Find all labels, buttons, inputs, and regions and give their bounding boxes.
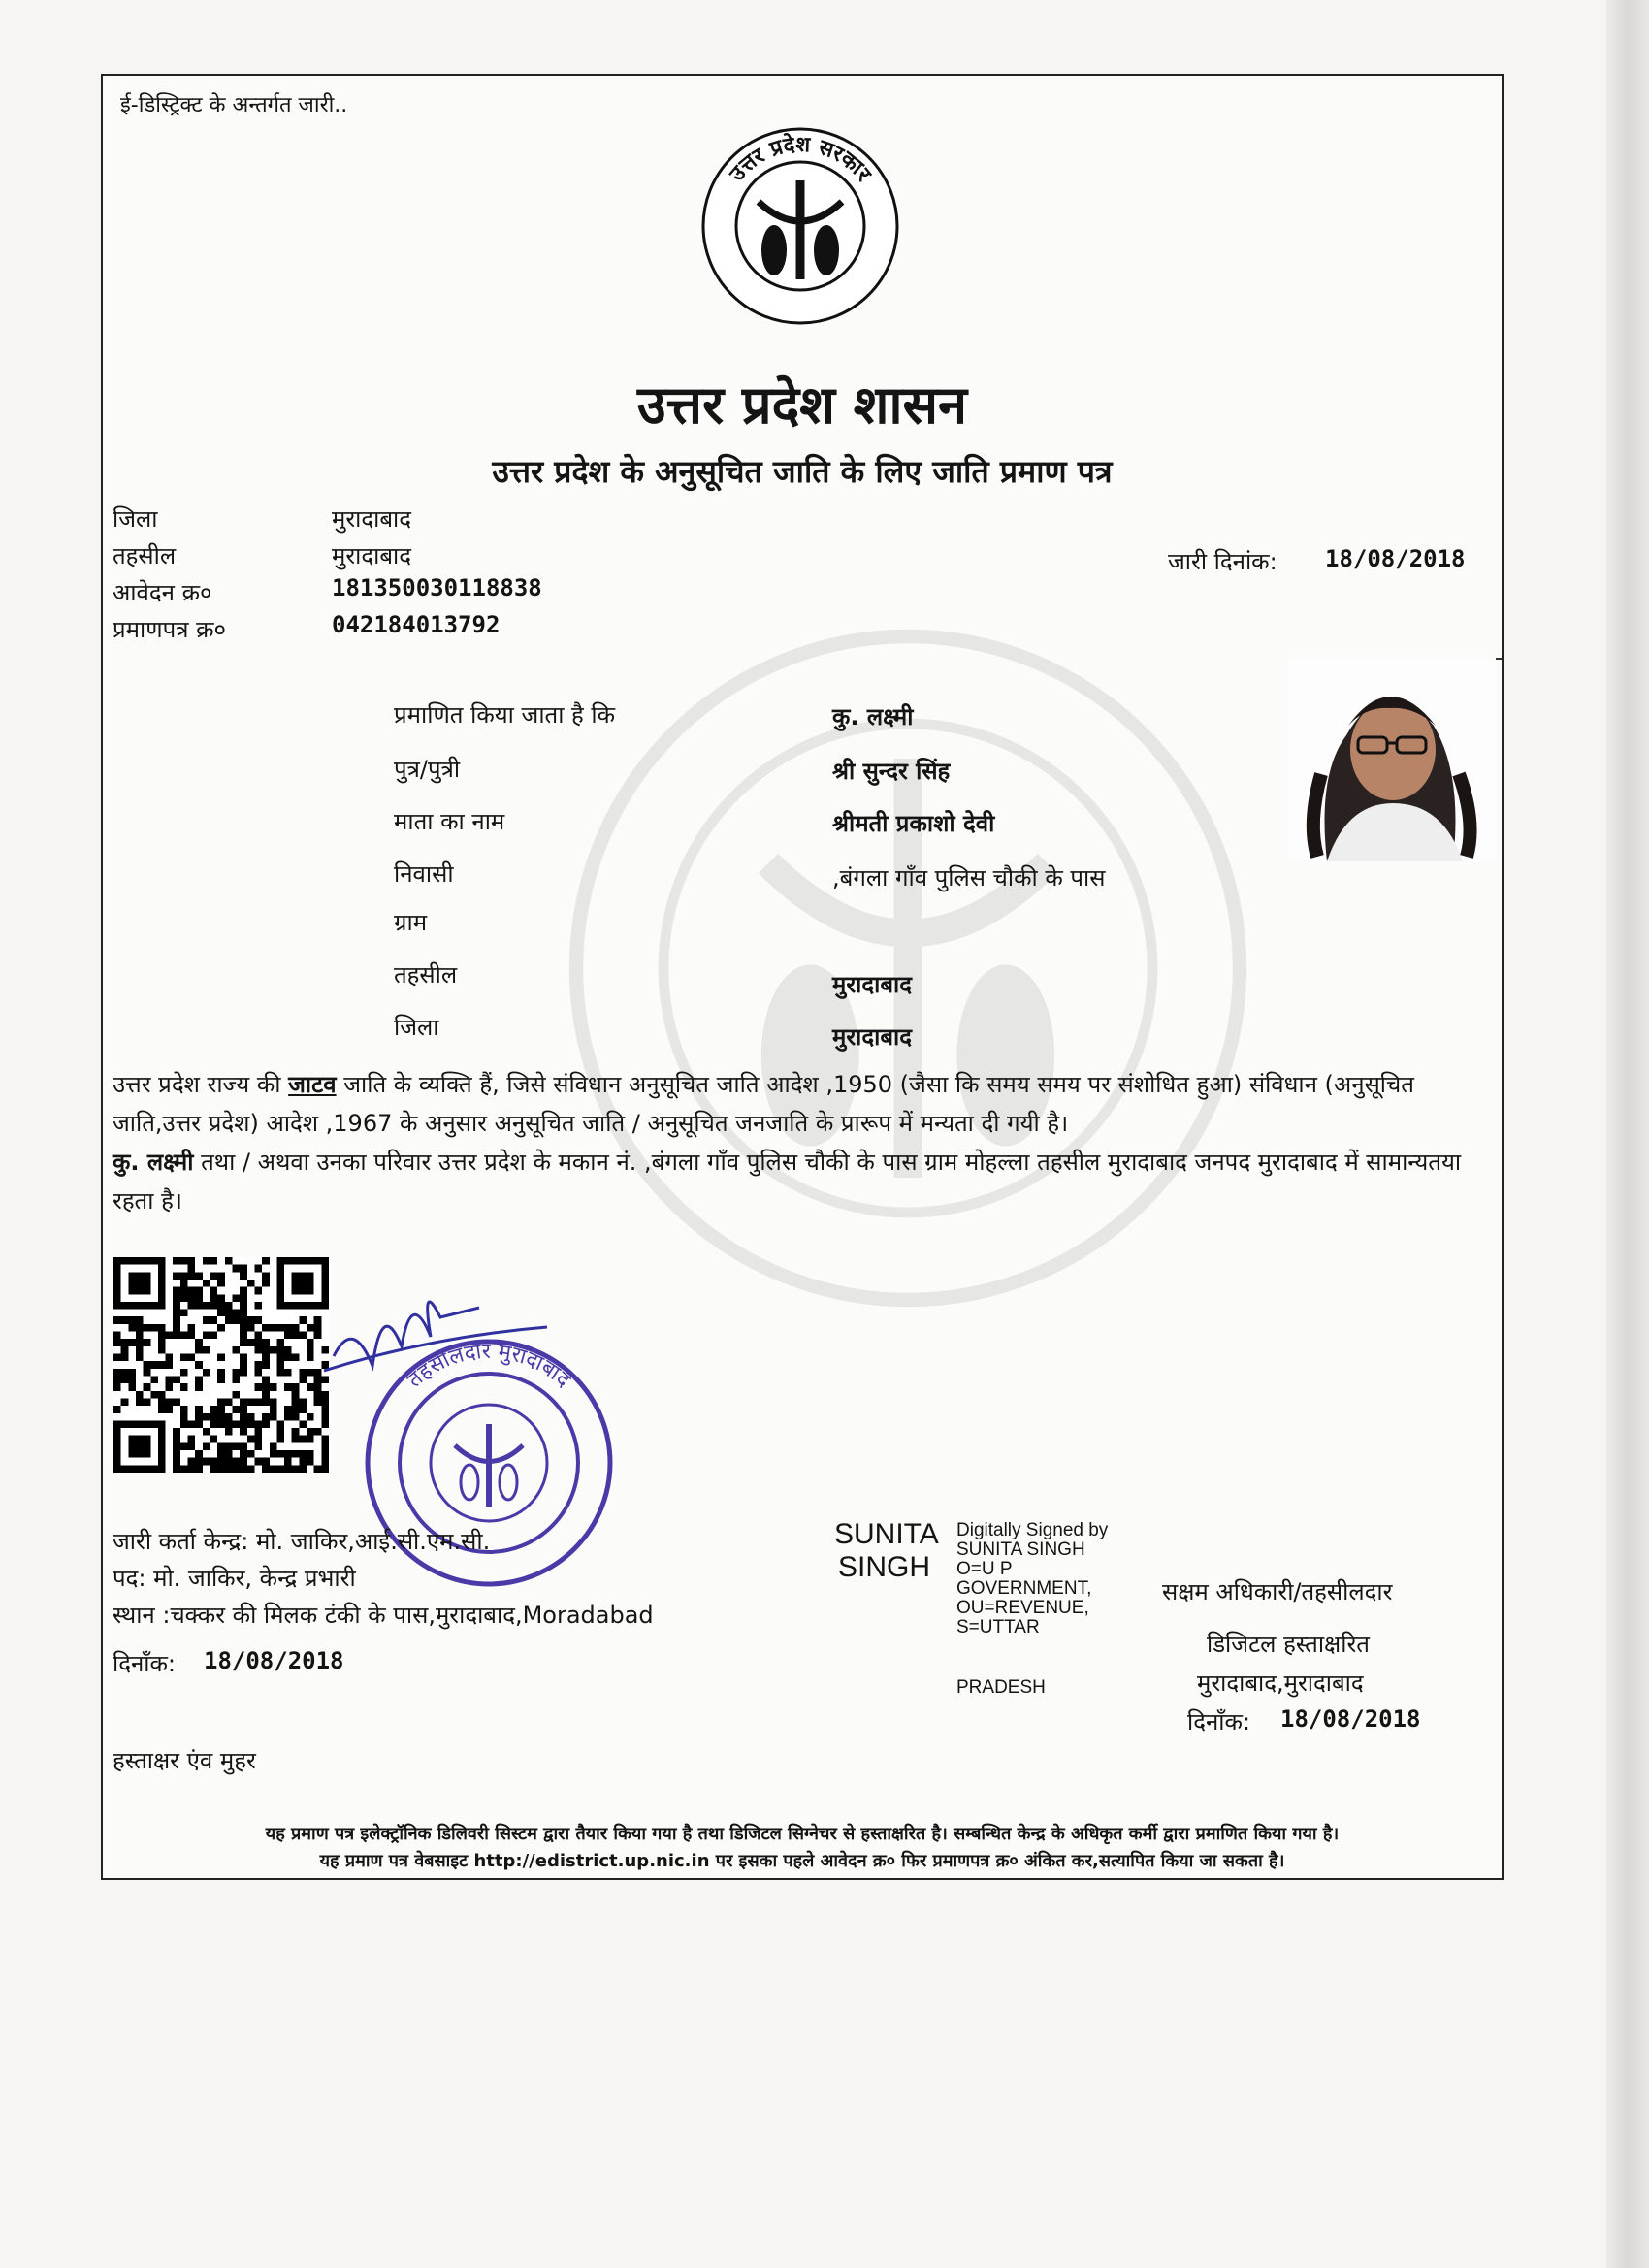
issuer-date: 18/08/2018	[204, 1647, 344, 1674]
village-label: ग्राम	[394, 909, 428, 936]
signer-last-name: SINGH	[838, 1551, 931, 1583]
statement-part-1: उत्तर प्रदेश राज्य की	[113, 1071, 289, 1098]
district-value: मुरादाबाद	[332, 505, 412, 533]
tehsil-value: मुरादाबाद	[332, 542, 412, 569]
applicant-photo	[1288, 658, 1496, 861]
sig-line-3: O=U P	[956, 1559, 1013, 1579]
qr-code	[113, 1257, 330, 1473]
certificate-heading: उत्तर प्रदेश शासन	[637, 373, 967, 436]
sig-line-2: SUNITA SINGH	[956, 1539, 1085, 1560]
certificate-number-label: प्रमाणपत्र क्र०	[113, 616, 226, 643]
certified-label: प्रमाणित किया जाता है कि	[394, 701, 616, 729]
caste-certificate	[101, 74, 1504, 1880]
footer-line-1: यह प्रमाण पत्र इलेक्ट्रॉनिक डिलिवरी सिस्टम द्वारा तैयार किया गया है तथा डिजिटल सिग्नेचर से हस्ताक्षरित है। सम्बन्धित केन्द्र के अधिकृत कर्मी द्वारा प्रमाणित किया गया है।	[265, 1824, 1340, 1844]
tehsil-label: तहसील	[113, 542, 177, 569]
district-label: जिला	[113, 505, 158, 533]
person-tehsil-label: तहसील	[394, 961, 458, 988]
footer-line-2: यह प्रमाण पत्र वेबसाइट http://edistrict.up.nic.in पर इसका पहले आवेदन क्र० फिर प्रमाणपत्र क्र० अंकित कर,सत्यापित किया जा सकता है।	[319, 1851, 1285, 1871]
father-name: श्री सुन्दर सिंह	[832, 758, 951, 785]
stamp-text: तहसीलदार मुरादाबाद	[403, 1339, 575, 1393]
resident-label: निवासी	[394, 860, 454, 888]
issuer-date-label: दिनाँक:	[113, 1650, 177, 1677]
sig-line-7: PRADESH	[956, 1677, 1046, 1698]
certificate-subtitle: उत्तर प्रदेश के अनुसूचित जाति के लिए जाति प्रमाण पत्र	[492, 453, 1113, 490]
sig-line-1: Digitally Signed by	[956, 1520, 1109, 1540]
issuer-place: स्थान :चक्कर की मिलक टंकी के पास,मुरादाबाद,Moradabad	[113, 1602, 654, 1629]
resident-address: ,बंगला गाँव पुलिस चौकी के पास	[832, 864, 1106, 891]
authority-title: सक्षम अधिकारी/तहसीलदार	[1162, 1578, 1393, 1605]
svg-text:तहसीलदार मुरादाबाद	[403, 1340, 574, 1393]
authority-signed: डिजिटल हस्ताक्षरित	[1207, 1631, 1370, 1658]
statement-name: कु. लक्ष्मी	[113, 1149, 194, 1176]
header-note: ई-डिस्ट्रिक्ट के अन्तर्गत जारी..	[120, 93, 348, 117]
person-district: मुरादाबाद	[832, 1023, 913, 1051]
emblem-text: उत्तर प्रदेश सरकार	[725, 132, 876, 187]
applicant-name: कु. लक्ष्मी	[832, 703, 914, 730]
application-number-label: आवेदन क्र०	[113, 579, 212, 606]
person-tehsil: मुरादाबाद	[832, 971, 913, 998]
mother-name: श्रीमती प्रकाशो देवी	[832, 810, 995, 837]
sig-line-5: OU=REVENUE,	[956, 1598, 1089, 1618]
issue-date-label: जारी दिनांक:	[1168, 548, 1277, 575]
sig-line-6: S=UTTAR	[956, 1617, 1040, 1637]
mother-label: माता का नाम	[394, 808, 505, 835]
certificate-statement	[113, 1065, 1500, 1220]
parent-label: पुत्र/पुत्री	[394, 756, 461, 783]
issuer-post: पद: मो. जाकिर, केन्द्र प्रभारी	[113, 1565, 356, 1592]
statement-part-3: तथा / अथवा उनका परिवार उत्तर प्रदेश के मकान नं. ,बंगला गाँव पुलिस चौकी के पास ग्राम मोहल्ला तहसील मुरादाबाद जनपद मुरादाबाद में सामान्यतया रहता है।	[113, 1149, 1462, 1215]
signer-first-name: SUNITA	[834, 1518, 939, 1550]
state-emblem-icon	[698, 124, 902, 328]
signature-seal-label: हस्ताक्षर एंव मुहर	[113, 1747, 256, 1774]
application-number: 181350030118838	[332, 574, 542, 601]
authority-date-label: दिनाँक:	[1187, 1708, 1251, 1735]
statement-part-2: जाति के व्यक्ति हैं, जिसे संविधान अनुसूचित जाति आदेश ,1950 (जैसा कि समय समय पर संशोधित हुआ) संविधान (अनुसूचित जाति,उत्तर प्रदेश) आदेश ,1967 के अनुसार अनुसूचित जाति / अनुसूचित जनजाति के प्रारूप में मन्यता दी गयी है।	[113, 1071, 1414, 1137]
caste-name: जाटव	[288, 1071, 337, 1098]
authority-place: मुरादाबाद,मुरादाबाद	[1197, 1669, 1364, 1697]
certificate-number: 042184013792	[332, 611, 501, 638]
authority-date: 18/08/2018	[1280, 1705, 1421, 1733]
issuing-centre: जारी कर्ता केन्द्र: मो. जाकिर,आई.सी.एम.सी.	[113, 1528, 491, 1555]
paper-edge	[1606, 0, 1649, 2268]
sig-line-4: GOVERNMENT,	[956, 1578, 1092, 1599]
issue-date: 18/08/2018	[1325, 545, 1466, 572]
person-district-label: जिला	[394, 1014, 439, 1041]
